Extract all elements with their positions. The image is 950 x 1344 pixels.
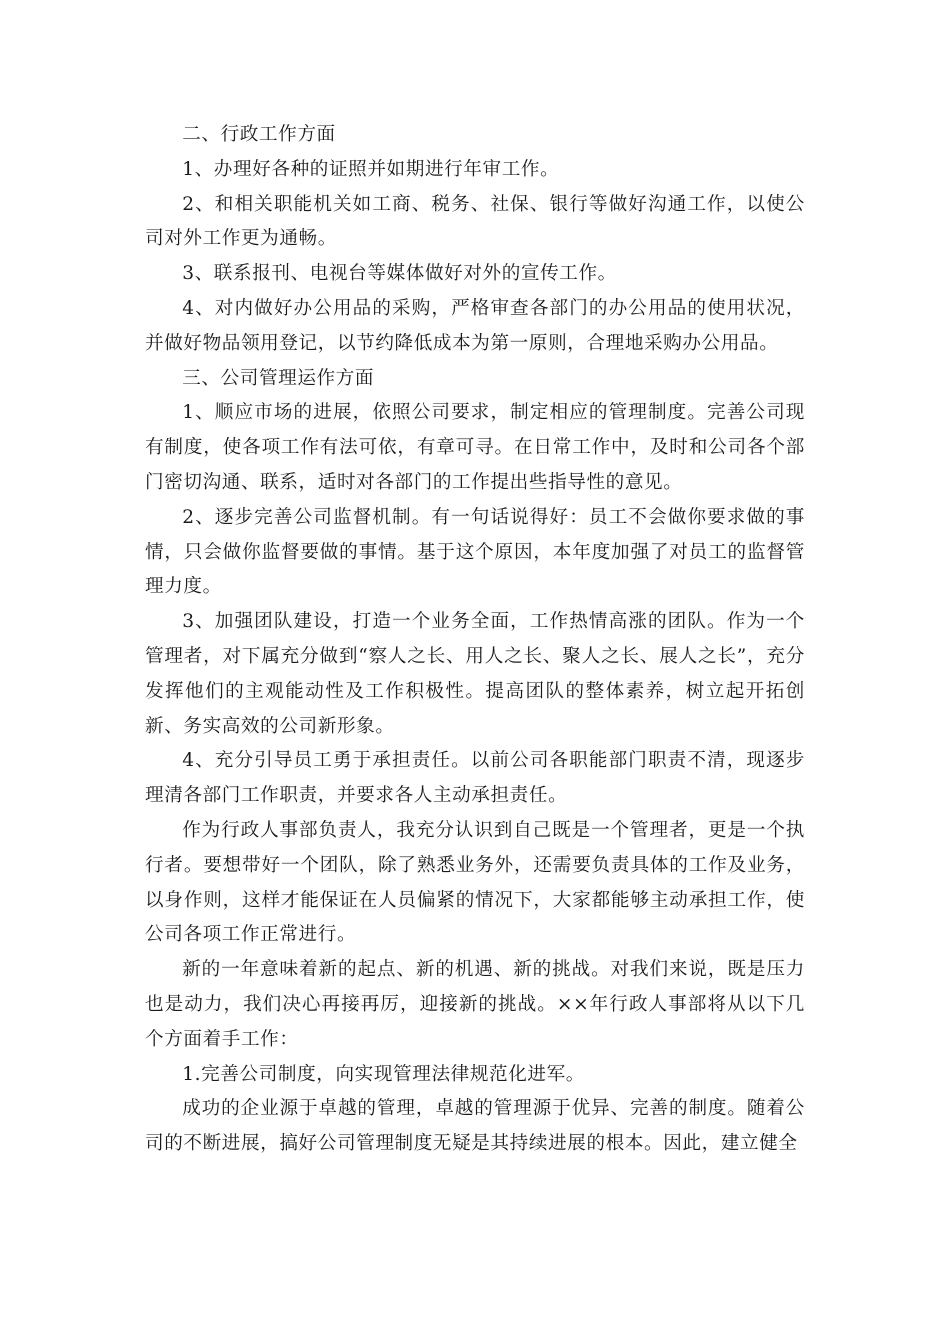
management-item-1: 1、顺应市场的进展，依照公司要求，制定相应的管理制度。完善公司现有制度，使各项工作有法可依，有章可寻。在日常工作中，及时和公司各个部门密切沟通、联系，适时对各部门的工作提出些指导性的意见。 <box>145 402 805 493</box>
admin-item-3: 3、联系报刊、电视台等媒体做好对外的宣传工作。 <box>182 263 617 285</box>
admin-item-1: 1、办理好各种的证照并如期进行年审工作。 <box>182 158 560 180</box>
admin-item-4: 4、对内做好办公用品的采购，严格审查各部门的办公用品的使用状况，并做好物品领用登记，以节约降低成本为第一原则，合理地采购办公用品。 <box>145 297 805 354</box>
management-item-3: 3、加强团队建设，打造一个业务全面，工作热情高涨的团队。作为一个管理者，对下属充分做到“察人之长、用人之长、聚人之长、展人之长”，充分发挥他们的主观能动性及工作积极性。提高团队的整体素养，树立起开拓创新、务实高效的公司新形象。 <box>145 611 805 737</box>
plan-item-1: 1.完善公司制度，向实现管理法律规范化进军。 <box>182 1063 586 1085</box>
section-heading-admin: 二、行政工作方面 <box>182 124 336 145</box>
management-item-2: 2、逐步完善公司监督机制。有一句话说得好：员工不会做你要求做的事情，只会做你监督要做的事情。基于这个原因，本年度加强了对员工的监督管理力度。 <box>145 506 805 598</box>
management-item-4: 4、充分引导员工勇于承担责任。以前公司各职能部门职责不清，现逐步理清各部门工作职责，并要求各人主动承担责任。 <box>145 750 805 807</box>
body-paragraph-responsibility: 作为行政人事部负责人，我充分认识到自己既是一个管理者，更是一个执行者。要想带好一个团队，除了熟悉业务外，还需要负责具体的工作及业务，以身作则，这样才能保证在人员偏紧的情况下，大家都能够主动承担工作，使公司各项工作正常进行。 <box>145 819 805 946</box>
body-paragraph-new-year: 新的一年意味着新的起点、新的机遇、新的挑战。对我们来说，既是压力也是动力，我们决心再接再厉，迎接新的挑战。××年行政人事部将从以下几个方面着手工作： <box>145 959 805 1050</box>
section-heading-management: 三、公司管理运作方面 <box>182 367 375 389</box>
document-body <box>145 118 805 1162</box>
body-paragraph-management-system: 成功的企业源于卓越的管理，卓越的管理源于优异、完善的制度。随着公司的不断进展，搞好公司管理制度无疑是其持续进展的根本。因此，建立健全 <box>145 1098 805 1155</box>
admin-item-2: 2、和相关职能机关如工商、税务、社保、银行等做好沟通工作，以使公司对外工作更为通畅。 <box>145 193 805 250</box>
